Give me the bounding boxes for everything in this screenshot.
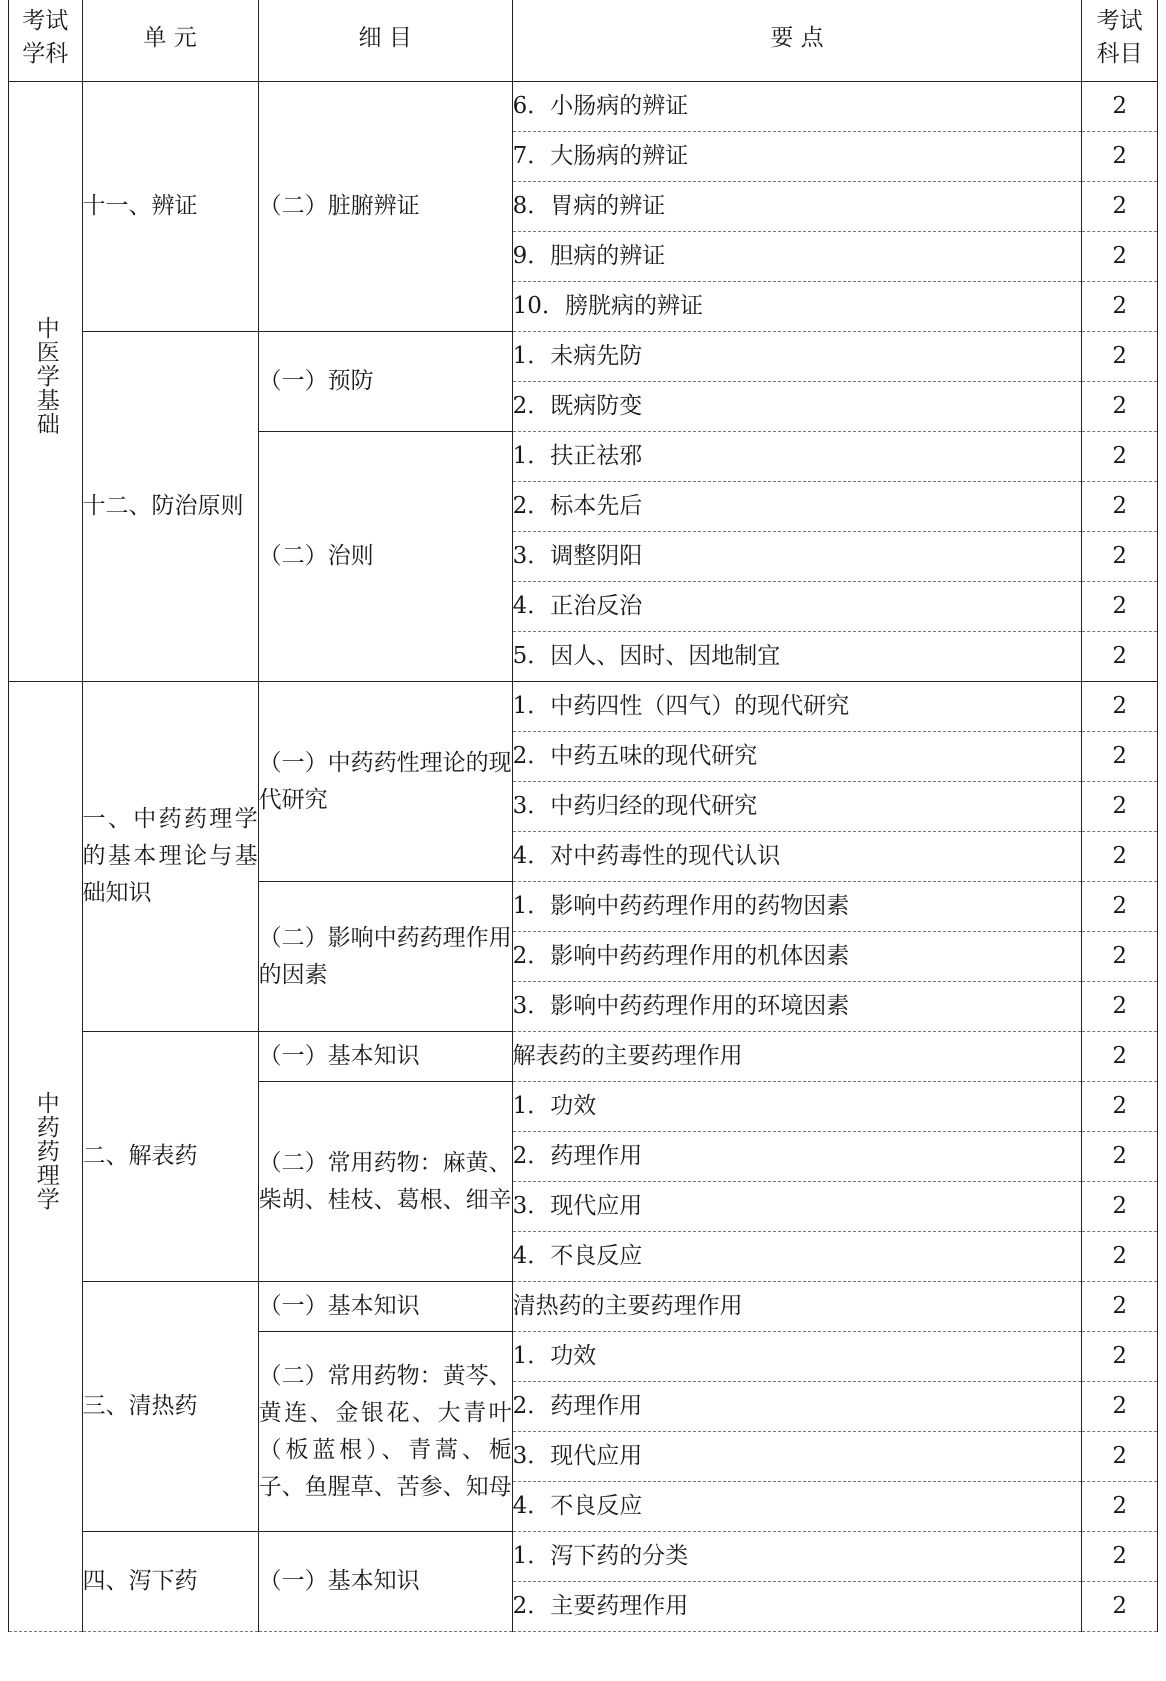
point-cell: 3．现代应用 xyxy=(512,1182,1082,1232)
point-cell: 解表药的主要药理作用 xyxy=(512,1032,1082,1082)
point-cell: 8．胃病的辨证 xyxy=(512,182,1082,232)
unit-cell: 一、中药药理学的基本理论与基础知识 xyxy=(82,682,258,1032)
subject-cell xyxy=(9,82,83,682)
score-cell: 2 xyxy=(1082,1332,1158,1382)
detail-cell: （二）常用药物：黄芩、黄连、金银花、大青叶（板蓝根）、青蒿、栀子、鱼腥草、苦参、知母 xyxy=(258,1332,512,1532)
score-cell: 2 xyxy=(1082,1582,1158,1632)
score-cell: 2 xyxy=(1082,582,1158,632)
point-cell: 1．未病先防 xyxy=(512,332,1082,382)
header-detail: 细 目 xyxy=(258,0,512,82)
header-subject: 考试学科 xyxy=(9,0,83,82)
detail-cell: （一）基本知识 xyxy=(258,1532,512,1632)
score-cell: 2 xyxy=(1082,1482,1158,1532)
point-cell: 1．功效 xyxy=(512,1082,1082,1132)
score-cell: 2 xyxy=(1082,232,1158,282)
point-cell: 3．调整阴阳 xyxy=(512,532,1082,582)
point-cell: 2．标本先后 xyxy=(512,482,1082,532)
score-cell: 2 xyxy=(1082,1432,1158,1482)
score-cell: 2 xyxy=(1082,1032,1158,1082)
score-cell: 2 xyxy=(1082,482,1158,532)
score-cell: 2 xyxy=(1082,982,1158,1032)
score-cell: 2 xyxy=(1082,1532,1158,1582)
point-cell: 2．药理作用 xyxy=(512,1132,1082,1182)
score-cell: 2 xyxy=(1082,382,1158,432)
header-unit: 单 元 xyxy=(82,0,258,82)
point-cell: 4．不良反应 xyxy=(512,1482,1082,1532)
score-cell: 2 xyxy=(1082,1132,1158,1182)
score-cell: 2 xyxy=(1082,882,1158,932)
point-cell: 10．膀胱病的辨证 xyxy=(512,282,1082,332)
score-cell: 2 xyxy=(1082,932,1158,982)
score-cell: 2 xyxy=(1082,1082,1158,1132)
detail-cell: （二）治则 xyxy=(258,432,512,682)
point-cell: 1．中药四性（四气）的现代研究 xyxy=(512,682,1082,732)
detail-cell: （二）影响中药药理作用的因素 xyxy=(258,882,512,1032)
table-row xyxy=(9,1532,1158,1582)
point-cell: 4．不良反应 xyxy=(512,1232,1082,1282)
detail-cell: （二）脏腑辨证 xyxy=(258,82,512,332)
detail-cell: （一）中药药性理论的现代研究 xyxy=(258,682,512,882)
score-cell: 2 xyxy=(1082,132,1158,182)
point-cell: 1．扶正祛邪 xyxy=(512,432,1082,482)
point-cell: 4．对中药毒性的现代认识 xyxy=(512,832,1082,882)
unit-cell: 二、解表药 xyxy=(82,1032,258,1282)
subject-label: 中药药理学 xyxy=(32,1090,59,1211)
point-cell: 清热药的主要药理作用 xyxy=(512,1282,1082,1332)
score-cell: 2 xyxy=(1082,1232,1158,1282)
point-cell: 3．现代应用 xyxy=(512,1432,1082,1482)
detail-cell: （一）预防 xyxy=(258,332,512,432)
score-cell: 2 xyxy=(1082,182,1158,232)
point-cell: 2．既病防变 xyxy=(512,382,1082,432)
unit-cell: 十一、辨证 xyxy=(82,82,258,332)
point-cell: 5．因人、因时、因地制宜 xyxy=(512,632,1082,682)
point-cell: 7．大肠病的辨证 xyxy=(512,132,1082,182)
score-cell: 2 xyxy=(1082,332,1158,382)
syllabus-table-body xyxy=(9,0,1158,1632)
point-cell: 2．主要药理作用 xyxy=(512,1582,1082,1632)
subject-cell xyxy=(9,682,83,1632)
score-cell: 2 xyxy=(1082,1382,1158,1432)
score-cell: 2 xyxy=(1082,782,1158,832)
score-cell: 2 xyxy=(1082,82,1158,132)
table-row xyxy=(9,1032,1158,1082)
detail-cell: （一）基本知识 xyxy=(258,1282,512,1332)
point-cell: 6．小肠病的辨证 xyxy=(512,82,1082,132)
point-cell: 2．中药五味的现代研究 xyxy=(512,732,1082,782)
point-cell: 2．影响中药药理作用的机体因素 xyxy=(512,932,1082,982)
unit-cell: 三、清热药 xyxy=(82,1282,258,1532)
point-cell: 1．泻下药的分类 xyxy=(512,1532,1082,1582)
table-header-row xyxy=(9,0,1158,82)
table-row xyxy=(9,82,1158,132)
score-cell: 2 xyxy=(1082,432,1158,482)
syllabus-table xyxy=(8,0,1158,1632)
header-points: 要 点 xyxy=(512,0,1082,82)
point-cell: 1．影响中药药理作用的药物因素 xyxy=(512,882,1082,932)
subject-label: 中医学基础 xyxy=(32,315,59,436)
detail-cell: （一）基本知识 xyxy=(258,1032,512,1082)
score-cell: 2 xyxy=(1082,1182,1158,1232)
point-cell: 9．胆病的辨证 xyxy=(512,232,1082,282)
table-row xyxy=(9,682,1158,732)
score-cell: 2 xyxy=(1082,632,1158,682)
point-cell: 3．中药归经的现代研究 xyxy=(512,782,1082,832)
unit-cell: 四、泻下药 xyxy=(82,1532,258,1632)
header-score: 考试科目 xyxy=(1082,0,1158,82)
point-cell: 3．影响中药药理作用的环境因素 xyxy=(512,982,1082,1032)
point-cell: 2．药理作用 xyxy=(512,1382,1082,1432)
score-cell: 2 xyxy=(1082,282,1158,332)
detail-cell: （二）常用药物：麻黄、柴胡、桂枝、葛根、细辛 xyxy=(258,1082,512,1282)
table-row xyxy=(9,1282,1158,1332)
unit-cell: 十二、防治原则 xyxy=(82,332,258,682)
score-cell: 2 xyxy=(1082,532,1158,582)
score-cell: 2 xyxy=(1082,832,1158,882)
score-cell: 2 xyxy=(1082,732,1158,782)
point-cell: 4．正治反治 xyxy=(512,582,1082,632)
table-row xyxy=(9,332,1158,382)
score-cell: 2 xyxy=(1082,682,1158,732)
point-cell: 1．功效 xyxy=(512,1332,1082,1382)
score-cell: 2 xyxy=(1082,1282,1158,1332)
